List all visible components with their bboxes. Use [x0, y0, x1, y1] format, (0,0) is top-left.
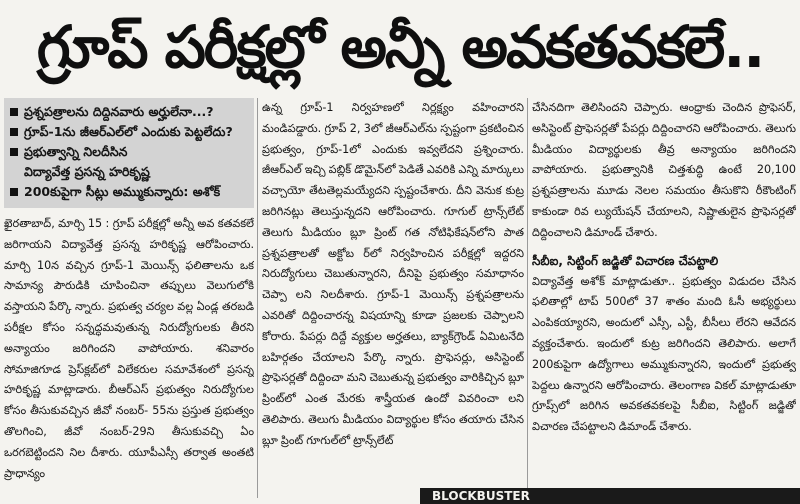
bottom-banner: BLOCKBUSTER [420, 488, 800, 504]
highlights-box [4, 98, 254, 208]
highlight-item: ప్రశ్నపత్రాలను దిద్దినవారు అర్హులేనా...? [10, 102, 248, 122]
article-body-part4: విద్యావేత్త అశోక్ మాట్లాడుతూ.. ప్రభుత్వం విడుదల చేసిన ఫలితాల్లో టాప్ 500లో 37 శాతం మంది ఓసీ అభ్యర్థులు ఎంపికయ్యారని, అందులో ఎస్సీ, ఎస్టీ, బీసీలు లేరని ఆవేదన వ్యక్తంచేశారు. ఇందులో కుట్ర జరిగిందని తెలిపారు. అలాగే 200కుపైగా ఉద్యోగాలు అమ్ముకున్నారని, ఇందులో ప్రభుత్వ పెద్దలు ఉన్నారని ఆరోపించారు. తెలంగాణ వికల్ మాట్లాడుతూ గ్రూప్స్‌లో జరిగిన అవకతవకలపై సీబీఐ, సిట్టింగ్ జడ్జితో విచారణ చేపట్టాలని డిమాండ్ చేశారు. [532, 274, 796, 434]
column-left [4, 98, 254, 504]
headline: గ్రూప్ పరీక్షల్లో అన్నీ అవకతవకలే.. [36, 13, 764, 81]
highlight-item: ప్రభుత్వాన్ని నిలదీసిన [10, 142, 248, 162]
column-divider [257, 98, 258, 498]
article-body-part1: ఖైరతాబాద్, మార్చి 15 : గ్రూప్ పరీక్షల్లో అన్నీ అవ కతవకలే జరిగాయని విద్యావేత్త ప్రసన్న హరికృష్ణ ఆరోపించారు. మార్చి 10న వచ్చిన గ్రూప్-1 మెయిన్స్ ఫలితాలను ఒక సామాన్య పౌరుడికి చూపించినా తప్పులు వెలుగులోకి వస్తాయని పేర్కొ న్నారు. ప్రభుత్వ చర్యల వల్ల ఏండ్ల తరబడి పరీక్షల కోసం సన్నద్ధమవుతున్న నిరుద్యోగులకు తీరని అన్యాయం జరిగిందని వాపోయారు. శనివారం సోమాజిగూడ ప్రెస్‌క్లబ్‌లో విలేకరుల సమావేశంలో ప్రసన్న హరికృష్ణ మాట్లాడారు. బీఆర్ఎస్ ప్రభుత్వం నిరుద్యోగుల కోసం తీసుకువచ్చిన జీవో నంబర్- 55ను ప్రస్తుత ప్రభుత్వం తొలగించి, జీవో నంబర్-29ని తీసుకువచ్చి ఏం ఒరగబెట్టిందని నిల దీశారు. యూపీఎస్సీ తర్వాత అంతటి ప్రాధాన్యం [4, 217, 254, 480]
highlight-item-continued: విద్యావేత్త ప్రసన్న హరికృష్ణ [24, 164, 150, 179]
bullet-square-icon [10, 108, 18, 116]
column-right [532, 98, 796, 504]
column-middle [262, 98, 524, 504]
highlight-item: 200కుపైగా సీట్లు అమ్ముకున్నారు: అశోక్ [10, 182, 248, 202]
column-divider [527, 98, 528, 498]
article-body-part3: చేసినదిగా తెలిసిందని చెప్పారు. ఆంధ్రాకు చెందిన ప్రొఫెసర్, అసిస్టెంట్ ప్రొఫెసర్లతో పేపర్లు దిద్దించారని ఆరోపించారు. తెలుగు మీడియం విద్యార్థులకు తీవ్ర అన్యాయం జరిగిందని వాపోయారు. ప్రభుత్వానికి చిత్తశుద్ధి ఉంటే 20,100 ప్రశ్నపత్రాలను మూడు నెలల సమయం తీసుకొని రీకౌంటింగ్ కాకుండా రివ ల్యుయేషన్ చేయాలని, నిష్ణాతులైన ప్రొఫెసర్లతో దిద్దించాలని డిమాండ్ చేశారు. [532, 101, 796, 239]
bullet-square-icon [10, 128, 18, 136]
highlight-item: గ్రూప్-1ను జీఆర్‌ఎల్‌లో ఎందుకు పెట్టలేదు? [10, 122, 248, 142]
bullet-square-icon [10, 148, 18, 156]
article-body-part2: ఉన్న గ్రూప్-1 నిర్వహణలో నిర్లక్ష్యం వహించారని మండిపడ్డారు. గ్రూప్ 2, 3లో జీఆర్ఎల్‌ను స్పష్టంగా ప్రకటించిన ప్రభుత్వం, గ్రూప్-1లో ఎందుకు ఇవ్వలేదని ప్రశ్నించారు. జీఆర్ఎల్ ఇచ్చి పబ్లిక్ డొమైన్‌లో పెడితే ఎవరికి ఎన్ని మార్కులు వచ్చాయో తేటతెల్లమయ్యేదని స్పష్టంచేశారు. దీని వెనుక కుట్ర జరిగినట్లు తెలుస్తున్నదని ఆరోపించారు. గూగుల్ ట్రాన్స్‌లేట్ తెలుగు మీడియం బ్లూ ప్రింట్ గత నోటిఫికేషన్‌లోని పాత ప్రశ్నపత్రాలతో అక్టోబ ర్‌లో నిర్వహించిన పరీక్షల్లో ఇద్దరని నిరుద్యోగులు చెబుతున్నారని, దీనిపై ప్రభుత్వం సమాధానం చెప్పా లని నిలదీశారు. గ్రూప్-1 మెయిన్స్ ప్రశ్నపత్రాలను ఎవరితో దిద్దించారన్న విషయాన్ని కూడా ప్రజలకు చెప్పాలని కోరారు. పేపర్లు దిద్దే వ్యక్తుల అర్హతలు, బ్యాక్‌గ్రౌండ్ ఏమిటనేది బహిర్గతం చేయాలని పేర్కొ న్నారు. ప్రొఫెసర్లు, అసిస్టెంట్ ప్రొఫెసర్లతో దిద్దించా మని చెబుతున్న ప్రభుత్వం వారికిచ్చిన బ్లూ ప్రింట్‌లో ఎంత మేరకు శాస్త్రీయత ఉందో వివరించా లని తెలిపారు. తెలుగు మీడియం విద్యార్థుల కోసం తయారు చేసిన బ్లూ ప్రింట్ గూగుల్‌లో ట్రాన్స్‌లేట్ [262, 101, 524, 447]
section-subheading: సీబీఐ, సిట్టింగ్ జడ్జితో విచారణ చేపట్టాలి [532, 253, 719, 268]
bullet-square-icon [10, 188, 18, 196]
